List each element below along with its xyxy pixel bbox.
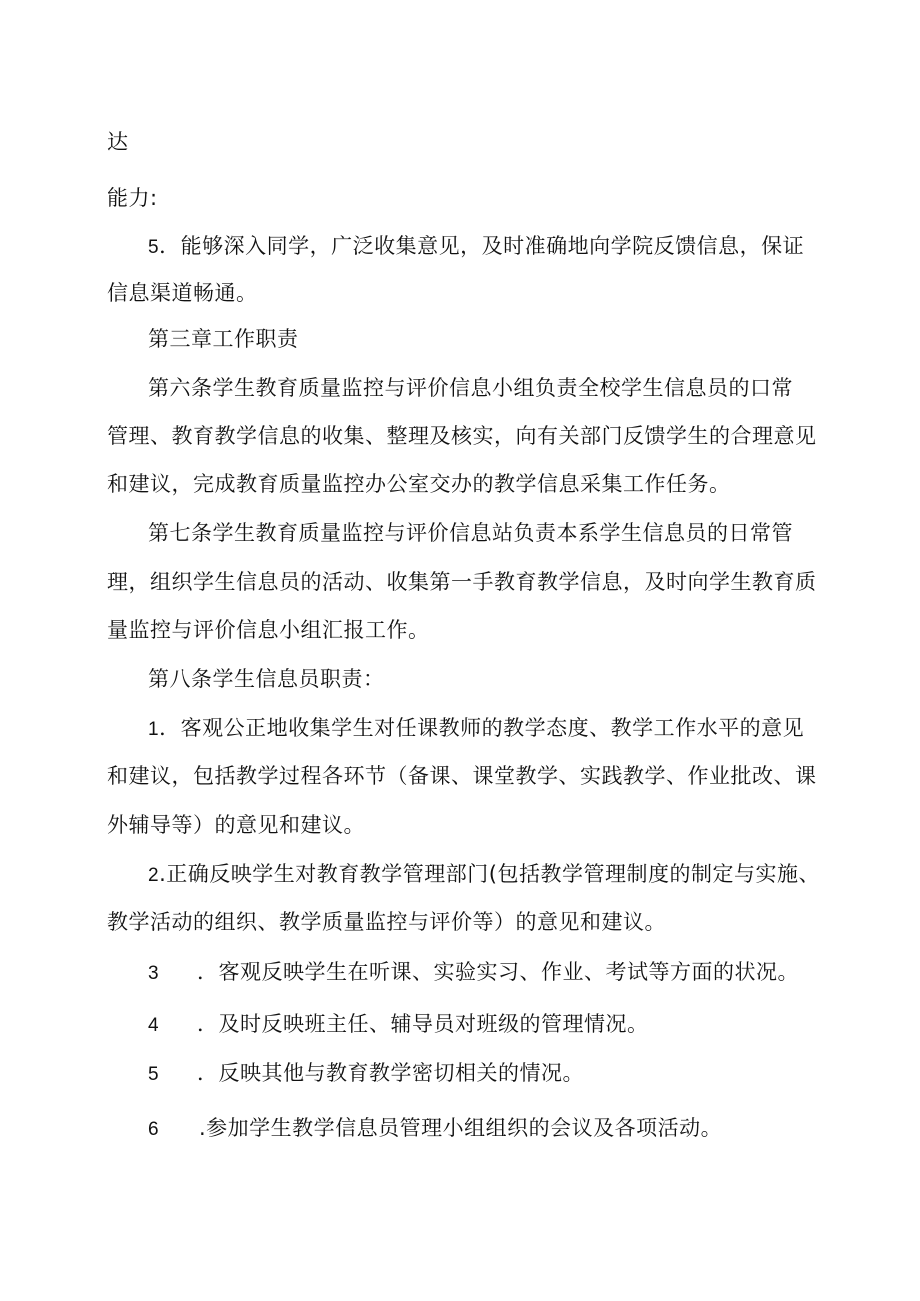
article7-line1: 第七条学生教育质量监控与评价信息站负责本系学生信息员的日常管	[148, 521, 793, 545]
duty3-line	[148, 959, 799, 987]
fragment-top: 达	[107, 130, 129, 154]
duty3-number: 3	[148, 963, 160, 984]
duty1-text: ．客观公正地收集学生对任课教师的教学态度、教学工作水平的意见	[159, 716, 805, 740]
article6-line2: 管理、教育教学信息的收集、整理及核实，向有关部门反馈学生的合理意见	[107, 424, 817, 448]
article7-line3: 量监控与评价信息小组汇报工作。	[107, 618, 430, 642]
duty4-number: 4	[148, 1015, 160, 1036]
duty6-number: 6	[148, 1119, 160, 1140]
duty1-number: 1	[148, 719, 160, 740]
duty5-text: ．反映其他与教育教学密切相关的情况。	[197, 1061, 584, 1085]
duty5-line	[148, 1060, 584, 1088]
article6-line1: 第六条学生教育质量监控与评价信息小组负责全校学生信息员的口常	[148, 376, 793, 400]
duty4-text: ．及时反映班主任、辅导员对班级的管理情况。	[197, 1012, 649, 1036]
chapter3-title: 第三章工作职责	[148, 327, 299, 351]
duty2-line2: 教学活动的组织、教学质量监控与评价等）的意见和建议。	[107, 910, 666, 934]
duty2-number: 2	[148, 865, 160, 886]
duty4-line	[148, 1011, 649, 1039]
item5-text: ．能够深入同学，广泛收集意见，及时准确地向学院反馈信息，保证	[159, 234, 805, 258]
duty6-text: .参加学生教学信息员管理小组组织的会议及各项活动。	[199, 1116, 723, 1140]
fragment-ability: 能力:	[107, 186, 158, 210]
article7-line2: 理，组织学生信息员的活动、收集第一手教育教学信息，及时向学生教育质	[107, 570, 817, 594]
item5-line1	[148, 233, 804, 261]
duty5-number: 5	[148, 1064, 160, 1085]
duty2-line1	[148, 861, 820, 889]
duty1-line1	[148, 715, 804, 743]
article8-title: 第八条学生信息员职责：	[148, 667, 385, 691]
duty3-text: ．客观反映学生在听课、实验实习、作业、考试等方面的状况。	[197, 960, 799, 984]
article6-line3: 和建议，完成教育质量监控办公室交办的教学信息采集工作任务。	[107, 472, 731, 496]
duty2-text: .正确反映学生对教育教学管理部门(包括教学管理制度的制定与实施、	[159, 862, 820, 886]
duty1-line2: 和建议，包括教学过程各环节（备课、课堂教学、实践教学、作业批改、课	[107, 764, 817, 788]
duty6-line	[148, 1115, 722, 1143]
item5-line2: 信息渠道畅通。	[107, 281, 258, 305]
item5-number: 5	[148, 237, 160, 258]
duty1-line3: 外辅导等）的意见和建议。	[107, 813, 365, 837]
